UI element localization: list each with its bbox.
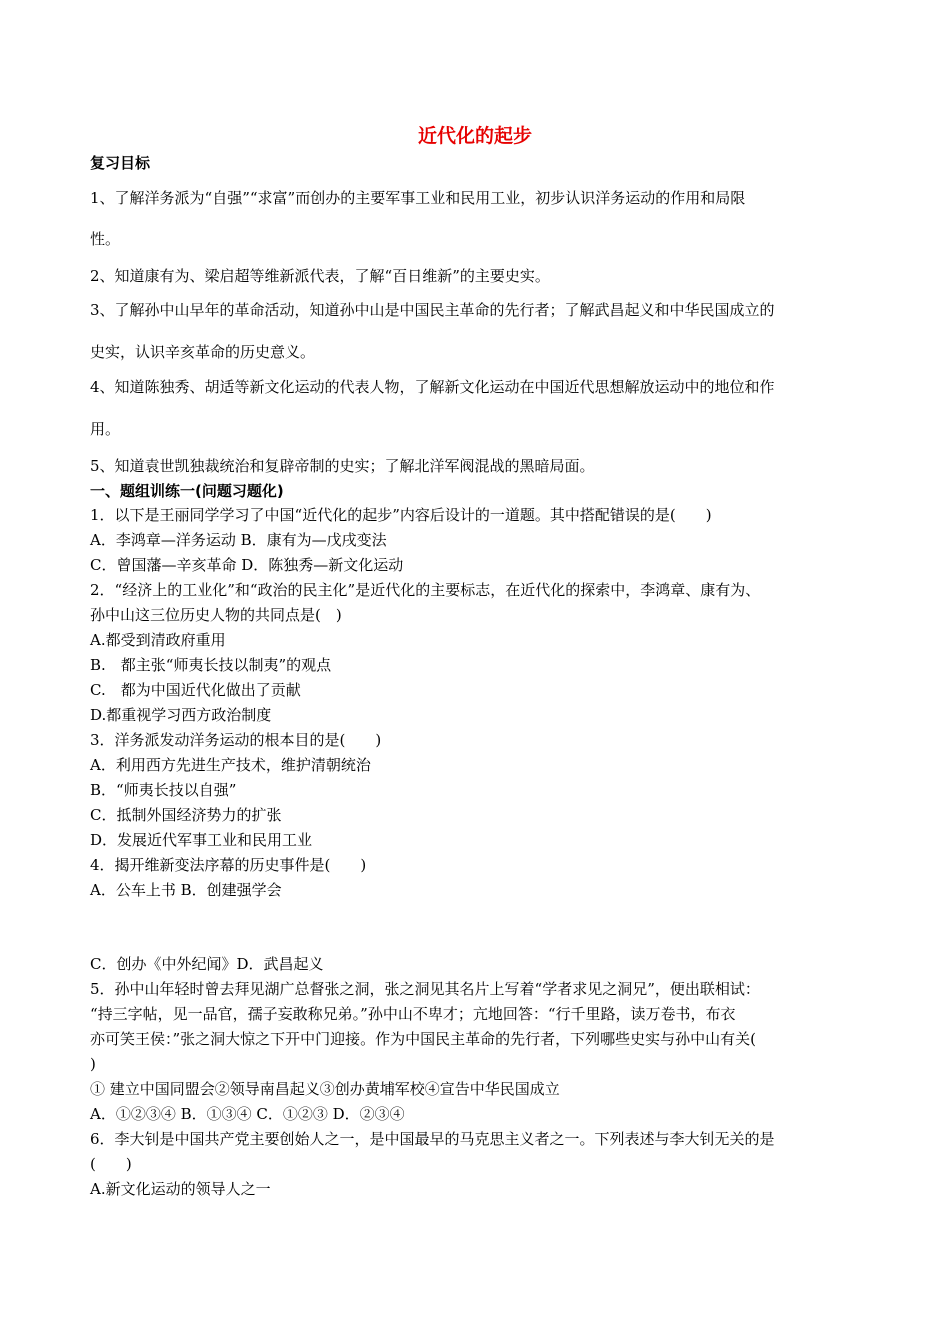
question-2-cont: 孙中山这三位历史人物的共同点是( )	[90, 606, 342, 624]
question-6: 6．李大钊是中国共产党主要创始人之一，是中国最早的马克思主义者之一。下列表述与李大钊无关的是	[90, 1130, 775, 1148]
objective-item-3-cont: 史实，认识辛亥革命的历史意义。	[90, 343, 316, 361]
question-6-cont: ( )	[90, 1155, 132, 1173]
question-2-option-d: D.都重视学习西方政治制度	[90, 706, 272, 724]
question-2-option-a: A.都受到清政府重用	[90, 631, 226, 649]
question-3-option-a: A．利用西方先进生产技术，维护清朝统治	[90, 756, 371, 774]
objective-item-3: 3、了解孙中山早年的革命活动，知道孙中山是中国民主革命的先行者；了解武昌起义和中华民国成立的	[90, 301, 775, 319]
question-1-options-ab: A．李鸿章—洋务运动 B．康有为—戊戌变法	[90, 531, 387, 549]
objective-item-4-cont: 用。	[90, 420, 121, 438]
question-5-cont-2: 亦可笑王侯：”张之洞大惊之下开中门迎接。作为中国民主革命的先行者，下列哪些史实与孙中山有关(	[90, 1030, 757, 1048]
question-5-cont-1: “持三字帖，见一品官，孺子妄敢称兄弟。”孙中山不卑才；亢地回答：“行千里路，读万卷书，布衣	[90, 1005, 736, 1023]
question-4-options-ab: A．公车上书 B．创建强学会	[90, 881, 282, 899]
document-title: 近代化的起步	[417, 125, 532, 147]
question-2-option-c: C. 都为中国近代化做出了贡献	[90, 681, 301, 699]
objective-item-2: 2、知道康有为、梁启超等维新派代表，了解“百日维新”的主要史实。	[90, 267, 550, 285]
question-5-options: A．①②③④ B．①③④ C．①②③ D．②③④	[90, 1105, 405, 1123]
objective-item-1: 1、了解洋务派为“自强”“求富”而创办的主要军事工业和民用工业，初步认识洋务运动的作用和局限	[90, 189, 746, 207]
question-3-option-c: C．抵制外国经济势力的扩张	[90, 806, 282, 824]
question-1-options-cd: C．曾国藩—辛亥革命 D．陈独秀—新文化运动	[90, 556, 404, 574]
question-5: 5．孙中山年轻时曾去拜见湖广总督张之洞，张之洞见其名片上写着“学者求见之洞兄”，便出联相试：	[90, 980, 760, 998]
question-3: 3．洋务派发动洋务运动的根本目的是( )	[90, 731, 382, 749]
section-heading: 一、题组训练一(问题习题化)	[90, 482, 284, 500]
question-4-options-cd: C．创办《中外纪闻》D．武昌起义	[90, 955, 324, 973]
question-2: 2．“经济上的工业化”和“政治的民主化”是近代化的主要标志，在近代化的探索中，李鸿章、康有为、	[90, 581, 761, 599]
question-3-option-d: D．发展近代军事工业和民用工业	[90, 831, 313, 849]
question-4: 4．揭开维新变法序幕的历史事件是( )	[90, 856, 367, 874]
objectives-heading: 复习目标	[90, 154, 151, 172]
question-5-items: ① 建立中国同盟会②领导南昌起义③创办黄埔军校④宣告中华民国成立	[90, 1080, 560, 1098]
question-5-cont-3: )	[90, 1055, 96, 1073]
question-3-option-b: B．“师夷长技以自强”	[90, 781, 237, 799]
objective-item-1-cont: 性。	[90, 230, 121, 248]
question-2-option-b: B. 都主张“师夷长技以制夷”的观点	[90, 656, 332, 674]
objective-item-4: 4、知道陈独秀、胡适等新文化运动的代表人物，了解新文化运动在中国近代思想解放运动中的地位和作	[90, 378, 775, 396]
objective-item-5: 5、知道袁世凯独裁统治和复辟帝制的史实；了解北洋军阀混战的黑暗局面。	[90, 457, 595, 475]
question-6-option-a: A.新文化运动的领导人之一	[90, 1180, 271, 1198]
question-1: 1．以下是王丽同学学习了中国“近代化的起步”内容后设计的一道题。其中搭配错误的是( )	[90, 506, 712, 524]
